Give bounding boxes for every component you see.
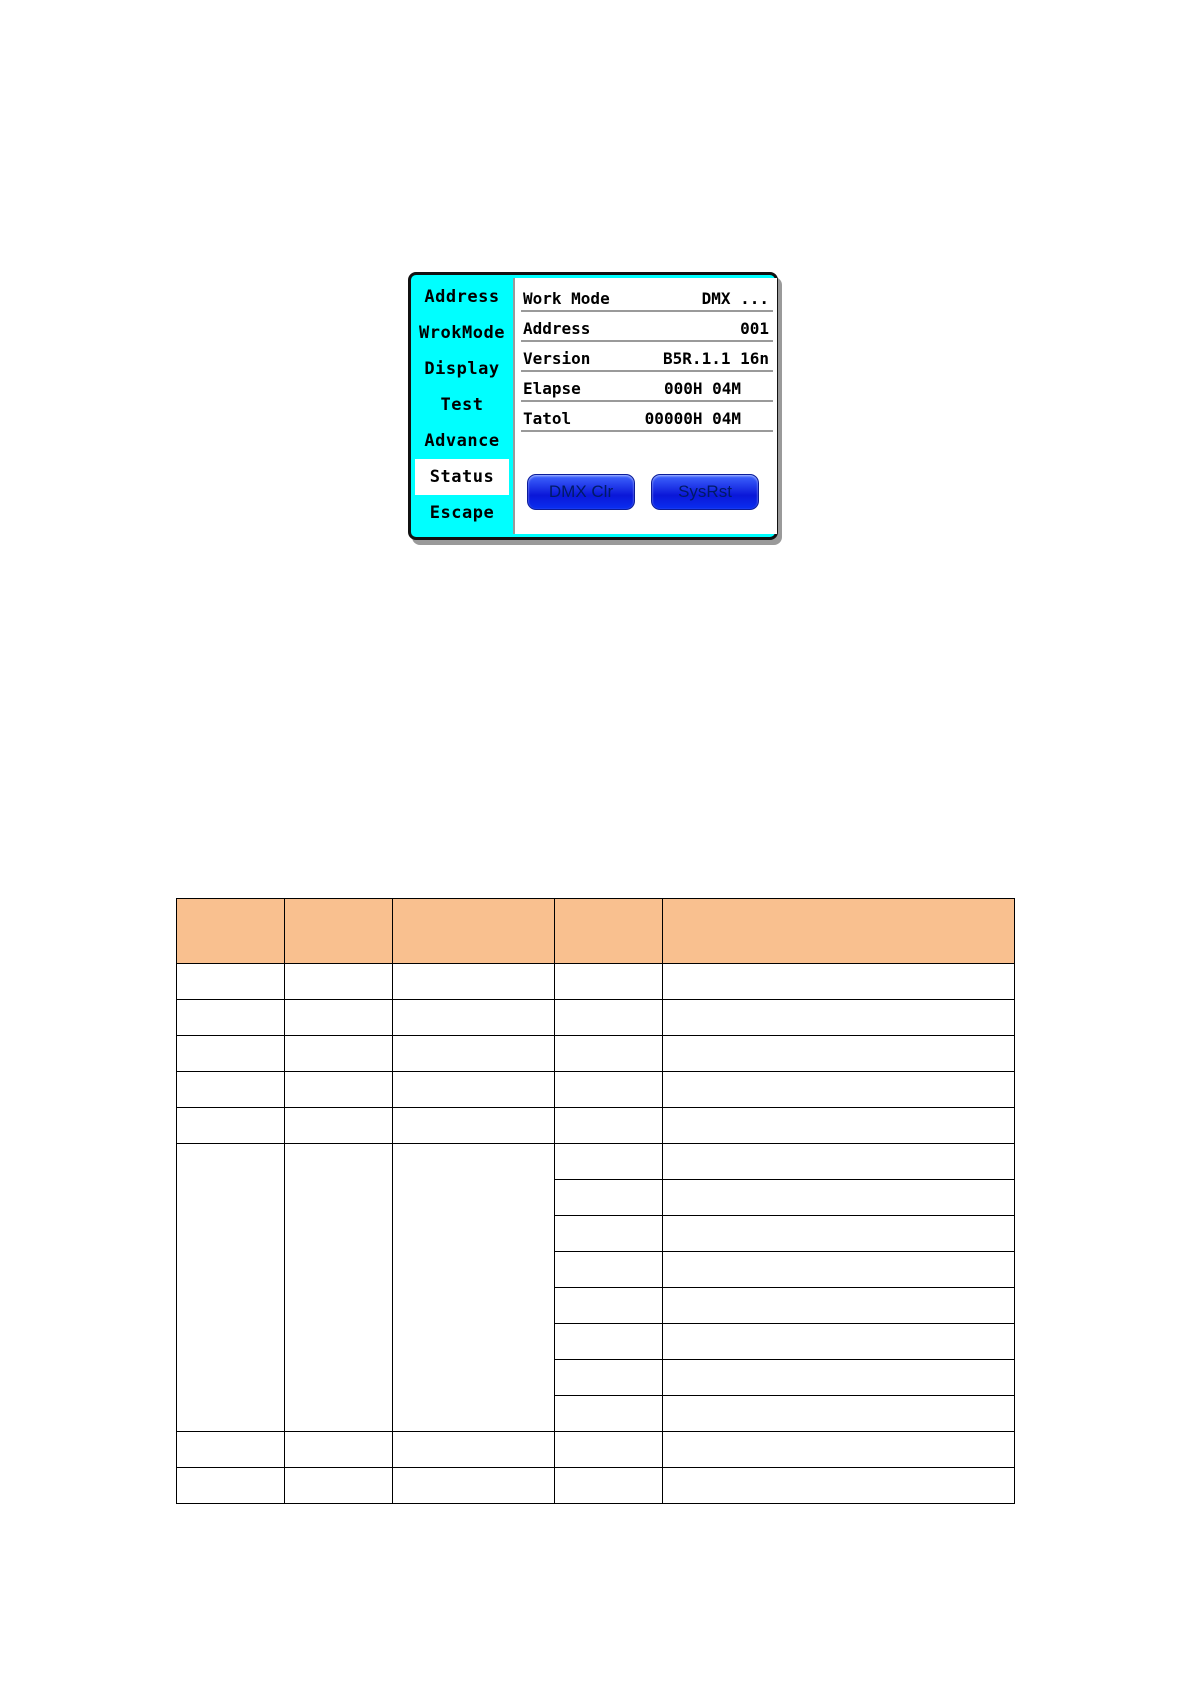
table-cell — [555, 1144, 663, 1180]
table-cell — [663, 1144, 1015, 1180]
table-cell — [555, 1000, 663, 1036]
table-cell — [177, 1036, 285, 1072]
table-cell — [663, 1216, 1015, 1252]
table-cell — [393, 1000, 555, 1036]
status-row-total — [521, 402, 773, 432]
table-cell — [285, 1108, 393, 1144]
table-cell — [555, 1108, 663, 1144]
table-cell — [393, 964, 555, 1000]
table-cell — [663, 1288, 1015, 1324]
table-cell — [555, 1072, 663, 1108]
device-screen — [408, 272, 778, 540]
table-cell — [285, 1468, 393, 1504]
table-cell — [663, 1396, 1015, 1432]
table-cell — [393, 1072, 555, 1108]
table-cell-merged — [177, 1144, 285, 1432]
table-row — [177, 1108, 1015, 1144]
table-row — [177, 964, 1015, 1000]
table — [176, 898, 1015, 1504]
row-value: 001 — [740, 319, 769, 338]
table-cell — [177, 1108, 285, 1144]
status-row-address — [521, 312, 773, 342]
table-cell — [285, 1036, 393, 1072]
sys-reset-button[interactable]: SysRst — [651, 474, 759, 510]
table-cell — [555, 964, 663, 1000]
header-cell — [285, 899, 393, 964]
parameter-table — [176, 898, 1015, 1504]
menu-item-address[interactable]: Address — [424, 287, 500, 307]
table-cell — [555, 1360, 663, 1396]
menu-item-advance[interactable]: Advance — [424, 431, 500, 451]
table-cell — [663, 1324, 1015, 1360]
row-value: B5R.1.1 16n — [663, 349, 769, 368]
table-cell — [177, 1000, 285, 1036]
table-cell — [555, 1324, 663, 1360]
table-cell — [555, 1252, 663, 1288]
table-cell — [285, 1432, 393, 1468]
table-row — [177, 1144, 1015, 1180]
table-cell — [555, 1288, 663, 1324]
table-cell — [285, 1000, 393, 1036]
table-cell — [555, 1432, 663, 1468]
table-cell — [285, 964, 393, 1000]
table-cell — [663, 964, 1015, 1000]
table-row — [177, 1072, 1015, 1108]
header-cell — [555, 899, 663, 964]
side-menu — [411, 275, 513, 537]
table-cell-merged — [393, 1144, 555, 1432]
table-cell — [555, 1468, 663, 1504]
menu-item-test[interactable]: Test — [440, 395, 484, 415]
status-row-version — [521, 342, 773, 372]
table-cell — [555, 1036, 663, 1072]
table-cell — [663, 1000, 1015, 1036]
row-label: Work Mode — [523, 289, 610, 308]
table-cell-merged — [285, 1144, 393, 1432]
table-cell — [177, 1072, 285, 1108]
table-cell — [285, 1072, 393, 1108]
table-cell — [177, 1432, 285, 1468]
row-label: Version — [523, 349, 591, 368]
menu-item-workmode[interactable]: WrokMode — [419, 323, 505, 343]
status-row-work-mode — [521, 282, 773, 312]
table-cell — [663, 1468, 1015, 1504]
table-cell — [555, 1396, 663, 1432]
table-cell — [393, 1108, 555, 1144]
table-cell — [663, 1036, 1015, 1072]
table-row — [177, 1000, 1015, 1036]
table-cell — [663, 1180, 1015, 1216]
table-row — [177, 1432, 1015, 1468]
row-value: 000H 04M — [663, 379, 741, 398]
row-value: 00000H 04M — [644, 409, 741, 428]
table-cell — [177, 1468, 285, 1504]
menu-item-status[interactable]: Status — [415, 459, 509, 495]
table-cell — [393, 1036, 555, 1072]
header-cell — [393, 899, 555, 964]
status-panel — [513, 278, 777, 534]
table-row — [177, 1036, 1015, 1072]
menu-item-escape[interactable]: Escape — [429, 503, 495, 523]
menu-item-display[interactable]: Display — [424, 359, 500, 379]
table-row — [177, 1468, 1015, 1504]
table-cell — [663, 1432, 1015, 1468]
table-cell — [663, 1072, 1015, 1108]
table-header-row — [177, 899, 1015, 964]
table-cell — [663, 1252, 1015, 1288]
table-cell — [555, 1180, 663, 1216]
table-cell — [663, 1108, 1015, 1144]
status-row-elapse — [521, 372, 773, 402]
row-label: Tatol — [523, 409, 572, 428]
header-cell — [177, 899, 285, 964]
header-cell — [663, 899, 1015, 964]
row-value: DMX ... — [701, 289, 769, 308]
table-cell — [393, 1432, 555, 1468]
table-cell — [177, 964, 285, 1000]
table-cell — [663, 1360, 1015, 1396]
row-label: Address — [523, 319, 591, 338]
table-cell — [393, 1468, 555, 1504]
dmx-clear-button[interactable]: DMX Clr — [527, 474, 635, 510]
table-cell — [555, 1216, 663, 1252]
row-label: Elapse — [523, 379, 581, 398]
